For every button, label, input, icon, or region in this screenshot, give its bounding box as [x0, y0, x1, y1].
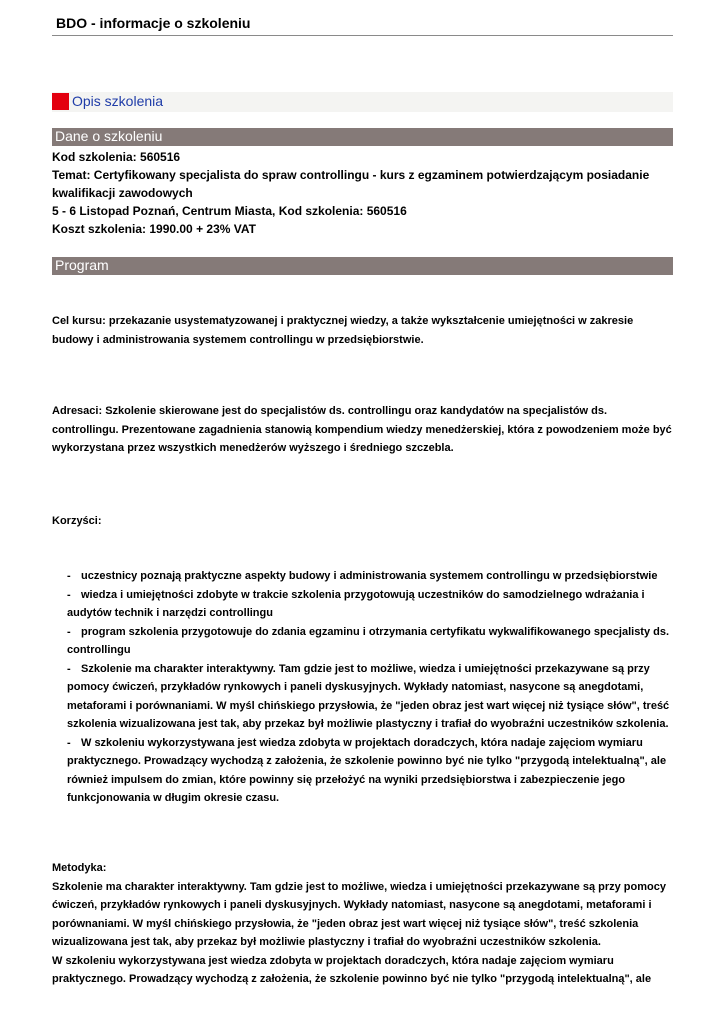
list-item: [52, 567, 673, 586]
dane-title: Dane o szkoleniu: [55, 128, 163, 144]
benefit-text: uczestnicy poznają praktyczne aspekty budowy i administrowania systemem controllingu w przedsiębiorstwie: [81, 570, 658, 582]
training-code: Kod szkolenia: 560516: [52, 150, 181, 164]
methodology-label: Metodyka:: [52, 862, 107, 874]
target-audience: Adresaci: Szkolenie skierowane jest do specjalistów ds. controllingu oraz kandydatów na specjalistów ds. controllingu. Prezentowane zagadnienia stanowią kompendium wiedzy menedżerskiej, która z powodzeniem może być wykorzystana przez wszystkich menedżerów wyższego i średniego szczebla.: [52, 405, 672, 454]
bullet-dash: -: [67, 736, 71, 749]
list-item: [52, 734, 673, 808]
methodology-paragraph-2: W szkoleniu wykorzystywana jest wiedza zdobyta w projektach doradczych, która nadaje zajęciom wymiaru praktycznego. Prowadzący wychodzą z założenia, że szkolenie powinno być nie tylko "przygodą intelektualną", ale: [52, 954, 652, 985]
page-title: BDO - informacje o szkoleniu: [56, 15, 251, 31]
opis-section-header: [52, 92, 673, 112]
benefit-text: W szkoleniu wykorzystywana jest wiedza zdobyta w projektach doradczych, która nadaje zajęciom wymiaru praktycznego. Prowadzący wychodzą z założenia, że szkolenie powinno być nie tylko "przygodą intelektualną", ale również impulsem do zmian, które powinny się przełożyć na wyniki przedsiębiorstwa i zabezpieczenie jego funkcjonowania w długim okresie czasu.: [67, 736, 667, 804]
list-item: [52, 660, 673, 734]
program-title: Program: [55, 257, 109, 273]
methodology-paragraph-1: Szkolenie ma charakter interaktywny. Tam gdzie jest to możliwe, wiedza i umiejętności przekazywane są przy pomocy ćwiczeń, przykładów rynkowych i paneli dyskusyjnych. Wykłady natomiast, nasycone są anegdotami, metaforami i porównaniami. W myśl chińskiego przysłowia, że "jeden obraz jest wart więcej niż tysiące słów", treść szkolenia wizualizowana jest tak, aby przekaz był możliwie plastyczny i trafiał do wyobraźni uczestników szkolenia.: [52, 880, 666, 948]
benefits-label: Korzyści:: [52, 515, 102, 527]
red-square-icon: [52, 93, 69, 110]
training-info: [52, 148, 673, 238]
course-goal: Cel kursu: przekazanie usystematyzowanej i praktycznej wiedzy, a także wykształcenie umiejętności w zakresie budowy i administrowania systemem controllingu w przedsiębiorstwie.: [52, 315, 634, 346]
list-item: [52, 586, 673, 623]
methodology: [52, 859, 673, 989]
bullet-dash: -: [67, 588, 71, 601]
program-section-bar: [52, 257, 673, 275]
opis-title: Opis szkolenia: [72, 93, 164, 109]
page-header: [52, 12, 673, 36]
dane-section-bar: [52, 128, 673, 146]
benefits-list: [52, 567, 673, 808]
bullet-dash: -: [67, 570, 71, 582]
benefit-text: program szkolenia przygotowuje do zdania egzaminu i otrzymania certyfikatu wykwalifikowanego specjalisty ds. controllingu: [67, 625, 670, 656]
bullet-dash: -: [67, 662, 71, 675]
list-item: [52, 623, 673, 660]
training-date-place: 5 - 6 Listopad Poznań, Centrum Miasta, Kod szkolenia: 560516: [52, 204, 407, 218]
benefit-text: wiedza i umiejętności zdobyte w trakcie szkolenia przygotowują uczestników do samodzielnego wdrażania i audytów technik i narzędzi controllingu: [67, 588, 645, 619]
training-topic: Temat: Certyfikowany specjalista do spraw controllingu - kurs z egzaminem potwierdzającym posiadanie kwalifikacji zawodowych: [52, 168, 650, 200]
training-cost: Koszt szkolenia: 1990.00 + 23% VAT: [52, 222, 256, 236]
bullet-dash: -: [67, 625, 71, 638]
benefit-text: Szkolenie ma charakter interaktywny. Tam gdzie jest to możliwe, wiedza i umiejętności przekazywane są przy pomocy ćwiczeń, przykładów rynkowych i paneli dyskusyjnych. Wykłady natomiast, nasycone są anegdotami, metaforami i porównaniami. W myśl chińskiego przysłowia, że "jeden obraz jest wart więcej niż tysiące słów", treść szkolenia wizualizowana jest tak, aby przekaz był możliwie plastyczny i trafiał do wyobraźni uczestników szkolenia.: [67, 662, 670, 730]
